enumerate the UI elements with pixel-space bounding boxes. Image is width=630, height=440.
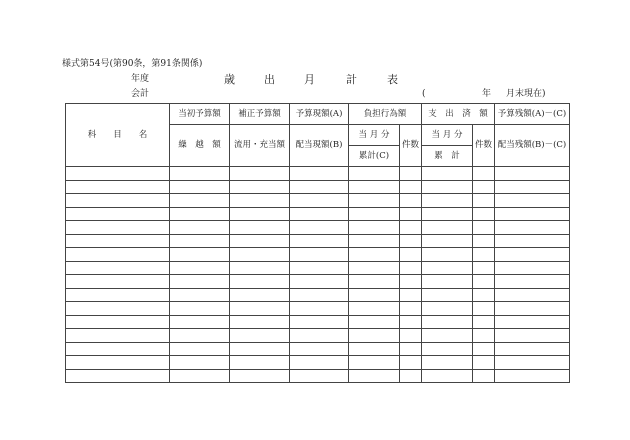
table-cell [473, 356, 495, 370]
table-cell [349, 356, 400, 370]
table-cell [422, 194, 473, 208]
table-cell [230, 369, 290, 383]
table-cell [495, 167, 570, 181]
table-row [66, 356, 570, 370]
table-cell [170, 194, 230, 208]
table-row [66, 288, 570, 302]
table-cell [230, 167, 290, 181]
table-row [66, 234, 570, 248]
table-cell [473, 261, 495, 275]
table-cell [66, 194, 170, 208]
table-cell [170, 261, 230, 275]
table-cell [170, 342, 230, 356]
as-of-year: 年 [482, 89, 492, 99]
table-cell [170, 356, 230, 370]
table-cell [473, 207, 495, 221]
table-cell [473, 234, 495, 248]
table-cell [290, 194, 349, 208]
table-cell [290, 356, 349, 370]
table-cell [400, 329, 422, 343]
table-cell [230, 261, 290, 275]
header-payment-cumulative: 累 計 [422, 146, 473, 167]
table-cell [422, 167, 473, 181]
table-cell [230, 342, 290, 356]
header-commitment-cumulative: 累計(C) [349, 146, 400, 167]
table-cell [473, 167, 495, 181]
table-cell [290, 302, 349, 316]
table-cell [400, 207, 422, 221]
table-cell [422, 248, 473, 262]
table-cell [349, 315, 400, 329]
table-cell [230, 288, 290, 302]
table-cell [170, 315, 230, 329]
table-cell [422, 207, 473, 221]
table-cell [495, 221, 570, 235]
table-cell [349, 329, 400, 343]
table-cell [400, 275, 422, 289]
table-cell [66, 221, 170, 235]
table-cell [422, 342, 473, 356]
table-cell [495, 369, 570, 383]
table-cell [473, 275, 495, 289]
header-supplementary-budget: 補正予算額 [230, 104, 290, 125]
table-cell [473, 288, 495, 302]
table-cell [230, 248, 290, 262]
table-cell [349, 167, 400, 181]
table-row [66, 275, 570, 289]
table-cell [422, 180, 473, 194]
table-cell [349, 207, 400, 221]
table-cell [66, 329, 170, 343]
table-row [66, 329, 570, 343]
header-budget-remaining: 予算残額(A)－(C) [495, 104, 570, 125]
as-of-open-paren: ( [422, 89, 426, 99]
table-cell [170, 167, 230, 181]
table-cell [422, 234, 473, 248]
table-cell [290, 248, 349, 262]
table-cell [422, 302, 473, 316]
table-cell [495, 315, 570, 329]
table-cell [495, 302, 570, 316]
table-cell [230, 275, 290, 289]
table-cell [66, 369, 170, 383]
header-commitment-month: 当 月 分 [349, 125, 400, 146]
table-cell [495, 288, 570, 302]
table-cell [400, 369, 422, 383]
fiscal-year-label: 年度 [131, 74, 150, 84]
table-cell [422, 261, 473, 275]
table-row [66, 221, 570, 235]
table-cell [473, 329, 495, 343]
table-cell [400, 315, 422, 329]
table-cell [170, 288, 230, 302]
table-cell [170, 275, 230, 289]
form-number: 様式第54号(第90条，第91条関係) [62, 59, 203, 69]
table-cell [495, 180, 570, 194]
table-cell [66, 180, 170, 194]
table-cell [422, 221, 473, 235]
table-cell [66, 248, 170, 262]
table-cell [66, 288, 170, 302]
header-payment: 支 出 済 額 [422, 104, 495, 125]
table-cell [400, 167, 422, 181]
table-cell [400, 194, 422, 208]
table-cell [66, 356, 170, 370]
header-payment-month: 当 月 分 [422, 125, 473, 146]
header-diversion: 流用・充当額 [230, 125, 290, 167]
table-cell [473, 194, 495, 208]
table-cell [230, 302, 290, 316]
table-cell [495, 329, 570, 343]
table-cell [400, 288, 422, 302]
table-cell [290, 275, 349, 289]
table-cell [495, 248, 570, 262]
table-cell [290, 167, 349, 181]
table-cell [290, 315, 349, 329]
table-cell [170, 329, 230, 343]
table-cell [349, 261, 400, 275]
table-cell [230, 234, 290, 248]
header-carryover: 繰 越 額 [170, 125, 230, 167]
table-cell [495, 234, 570, 248]
title-char: 計 [346, 73, 357, 86]
table-cell [349, 288, 400, 302]
table-cell [400, 261, 422, 275]
title-char: 出 [264, 73, 275, 86]
table-cell [230, 221, 290, 235]
table-cell [349, 275, 400, 289]
table-cell [422, 275, 473, 289]
table-cell [473, 302, 495, 316]
header-subject: 科 目 名 [66, 104, 170, 167]
table-cell [170, 302, 230, 316]
header-allotted-remaining: 配当残額(B)－(C) [495, 125, 570, 167]
table-row [66, 167, 570, 181]
table-cell [170, 207, 230, 221]
table-cell [473, 342, 495, 356]
table-cell [422, 288, 473, 302]
table-cell [473, 315, 495, 329]
table-cell [66, 261, 170, 275]
table-cell [290, 261, 349, 275]
table-row [66, 207, 570, 221]
table-cell [230, 180, 290, 194]
table-cell [349, 180, 400, 194]
table-row [66, 180, 570, 194]
table-cell [473, 180, 495, 194]
table-cell [400, 302, 422, 316]
table-cell [400, 180, 422, 194]
table-cell [349, 221, 400, 235]
table-cell [170, 248, 230, 262]
table-cell [400, 234, 422, 248]
table-cell [170, 180, 230, 194]
table-cell [349, 234, 400, 248]
table-cell [290, 288, 349, 302]
table-cell [422, 369, 473, 383]
header-commitment-count: 件数 [400, 125, 422, 167]
table-cell [290, 234, 349, 248]
table-cell [473, 221, 495, 235]
title-char: 月 [304, 73, 315, 86]
table-cell [66, 207, 170, 221]
table-cell [495, 342, 570, 356]
table-cell [230, 329, 290, 343]
table-cell [349, 194, 400, 208]
table-cell [422, 315, 473, 329]
table-cell [473, 369, 495, 383]
table-cell [290, 329, 349, 343]
table-cell [66, 315, 170, 329]
table-cell [290, 221, 349, 235]
table-cell [290, 180, 349, 194]
table-cell [349, 342, 400, 356]
table-cell [290, 342, 349, 356]
table-cell [495, 275, 570, 289]
table-cell [230, 315, 290, 329]
table-cell [400, 342, 422, 356]
table-cell [400, 221, 422, 235]
table-cell [400, 356, 422, 370]
table-row [66, 342, 570, 356]
header-current-budget: 予算現額(A) [290, 104, 349, 125]
table-row [66, 248, 570, 262]
table-cell [170, 221, 230, 235]
table-cell [349, 369, 400, 383]
as-of-month-end: 月末現在) [506, 89, 546, 99]
table-cell [230, 194, 290, 208]
table-cell [230, 207, 290, 221]
table-cell [473, 248, 495, 262]
table-row [66, 194, 570, 208]
title-char: 表 [387, 73, 398, 86]
table-cell [349, 248, 400, 262]
title-char: 歳 [224, 73, 235, 86]
table-row [66, 302, 570, 316]
table-cell [170, 234, 230, 248]
table-cell [66, 302, 170, 316]
table-cell [495, 207, 570, 221]
table-cell [290, 369, 349, 383]
table-cell [170, 369, 230, 383]
table-cell [349, 302, 400, 316]
table-cell [495, 194, 570, 208]
table-cell [66, 275, 170, 289]
expenditure-table [65, 103, 570, 383]
table-cell [230, 356, 290, 370]
table-cell [422, 329, 473, 343]
table-row [66, 261, 570, 275]
header-commitment: 負担行為額 [349, 104, 422, 125]
table-cell [495, 356, 570, 370]
header-initial-budget: 当初予算額 [170, 104, 230, 125]
table-cell [66, 167, 170, 181]
table-cell [290, 207, 349, 221]
account-label: 会計 [131, 89, 150, 99]
table-cell [422, 356, 473, 370]
table-row [66, 315, 570, 329]
table-cell [495, 261, 570, 275]
table-row [66, 369, 570, 383]
table-cell [66, 342, 170, 356]
table-cell [66, 234, 170, 248]
header-payment-count: 件数 [473, 125, 495, 167]
header-allotted-current: 配当現額(B) [290, 125, 349, 167]
table-cell [400, 248, 422, 262]
